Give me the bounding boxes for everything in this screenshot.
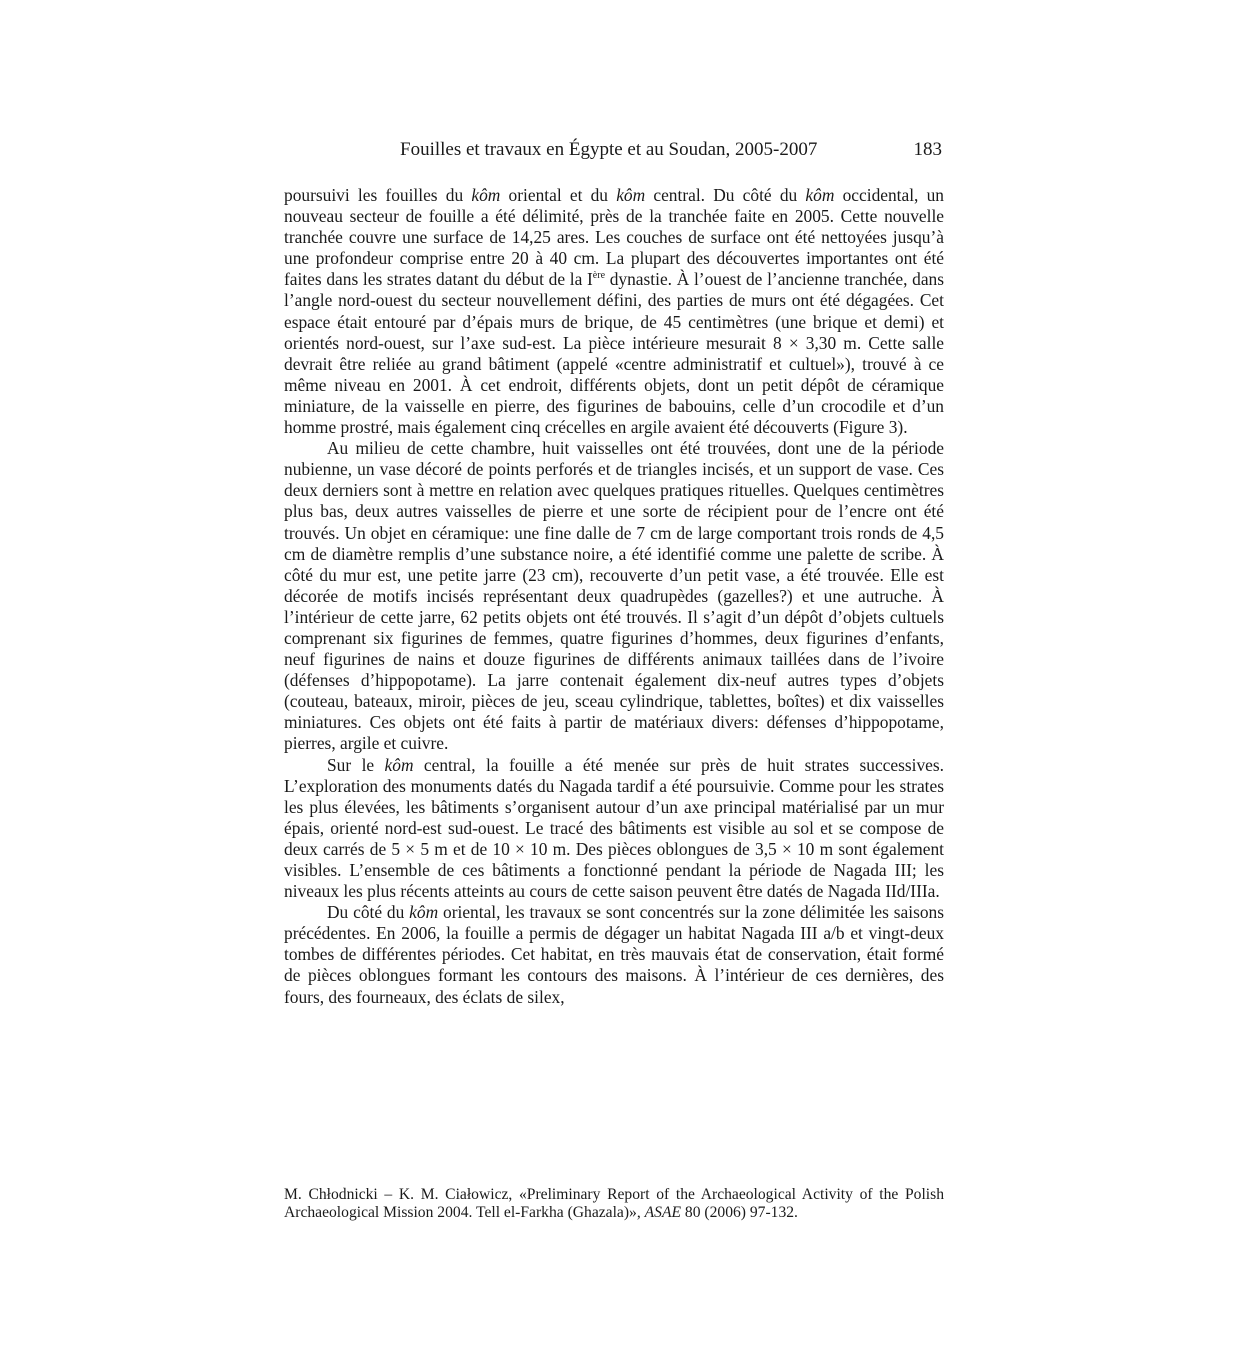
journal-abbreviation: ASAE [644,1203,682,1221]
text-run: oriental et du [500,185,617,205]
running-head [284,137,944,163]
text-run: central. Du côté du [645,185,806,205]
page-number: 183 [913,139,942,160]
footnote [284,1186,944,1221]
italic-term-kom: kôm [409,902,439,923]
body-text [284,185,944,1008]
text-run: dynastie. À l’ouest de l’ancienne tranchée, dans l’angle nord-ouest du secteur nouvellement défini, des parties de murs ont été dégagées. Cet espace était entouré par d’épais murs de brique, de 45 centimètres (une brique et demi) et orientés nord-ouest, sur l’axe sud-est. La pièce intérieure mesurait 8 × 3,30 m. Cette salle devrait être reliée au grand bâtiment (appelé «centre administratif et cultuel»), trouvé à ce même niveau en 2001. À cet endroit, différents objets, dont un petit dépôt de céramique miniature, de la vaisselle en pierre, des figurines de babouins, celle d’un crocodile et d’un homme prostré, mais également cinq crécelles en argile avaient été découverts (Figure 3). [284,269,944,438]
italic-term-kom: kôm [384,754,414,775]
footnote-text: 80 (2006) 97-132. [681,1203,798,1221]
paragraph-4 [284,902,944,1007]
paragraph-1 [284,185,944,438]
text-run: Du côté du [327,902,410,923]
text-run: poursuivi les fouilles du [284,185,472,205]
running-title: Fouilles et travaux en Égypte et au Soudan, 2005-2007 [400,139,818,160]
text-run: oriental, les travaux se sont concentrés sur la zone délimitée les saisons précédentes. En 2006, la fouille a permis de dégager un habitat Nagada III a/b et vingt-deux tombes de différentes périodes. Cet habitat, en très mauvais état de conservation, était formé de pièces oblongues formant les contours des maisons. À l’intérieur de ces dernières, des fours, des fourneaux, des éclats de silex, [284,902,945,1007]
footnote-text: M. Chłodnicki – K. M. Ciałowicz, «Preliminary Report of the Archaeological Activity of the Polish Archaeological Mission 2004. Tell el-Farkha (Ghazala)», [284,1186,944,1221]
paragraph-2: Au milieu de cette chambre, huit vaisselles ont été trouvées, dont une de la période nubienne, un vase décoré de points perforés et de triangles incisés, et un support de vase. Ces deux derniers sont à mettre en relation avec quelques pratiques rituelles. Quelques centimètres plus bas, deux autres vaisselles de pierre et une sorte de récipient pour de l’encre ont été trouvés. Un objet en céramique: une fine dalle de 7 cm de large comportant trois ronds de 4,5 cm de diamètre remplis d’une substance noire, a été identifié comme une palette de scribe. À côté du mur est, une petite jarre (23 cm), recouverte d’un petit vase, a été trouvée. Elle est décorée de motifs incisés représentant deux quadrupèdes (gazelles?) et une autruche. À l’intérieur de cette jarre, 62 petits objets ont été trouvés. Il s’agit d’un dépôt d’objets cultuels comprenant six figurines de femmes, quatre figurines d’hommes, deux figurines d’enfants, neuf figurines de nains et douze figurines de différents animaux taillées dans de l’ivoire (défenses d’hippopotame). La jarre contenait également dix-neuf autres types d’objets (couteau, bateaux, miroir, pièces de jeu, sceau cylindrique, tablettes, boîtes) et dix vaisselles miniatures. Ces objets ont été faits à partir de matériaux divers: défenses d’hippopotame, pierres, argile et cuivre. [284,438,944,754]
text-run: occidental, un nouveau secteur de fouille a été délimité, près de la tranchée faite en 2005. Cette nouvelle tranchée couvre une surface de 14,25 ares. Les couches de surface ont été nettoyées jusqu’à une profondeur comprise entre 20 à 40 cm. La plupart des découvertes importantes ont été faites dans les strates datant du début de la I [284,185,944,290]
ordinal-superscript: ère [592,270,606,282]
italic-term-kom: kôm [471,185,501,205]
paragraph-3 [284,755,944,903]
italic-term-kom: kôm [805,185,835,205]
text-run: Sur le [327,754,385,775]
italic-term-kom: kôm [616,185,646,205]
text-run: central, la fouille a été menée sur près de huit strates successives. L’exploration des monuments datés du Nagada tardif a été poursuivie. Comme pour les strates les plus élevées, les bâtiments s’organisent autour d’un axe principal matérialisé par un mur épais, orienté nord-est sud-ouest. Le tracé des bâtiments est visible au sol et se compose de deux carrés de 5 × 5 m et de 10 × 10 m. Des pièces oblongues de 3,5 × 10 m sont également visibles. L’ensemble de ces bâtiments a fonctionné pendant la période de Nagada III; les niveaux les plus récents atteints au cours de cette saison peuvent être datés de Nagada IId/IIIa. [284,754,945,902]
